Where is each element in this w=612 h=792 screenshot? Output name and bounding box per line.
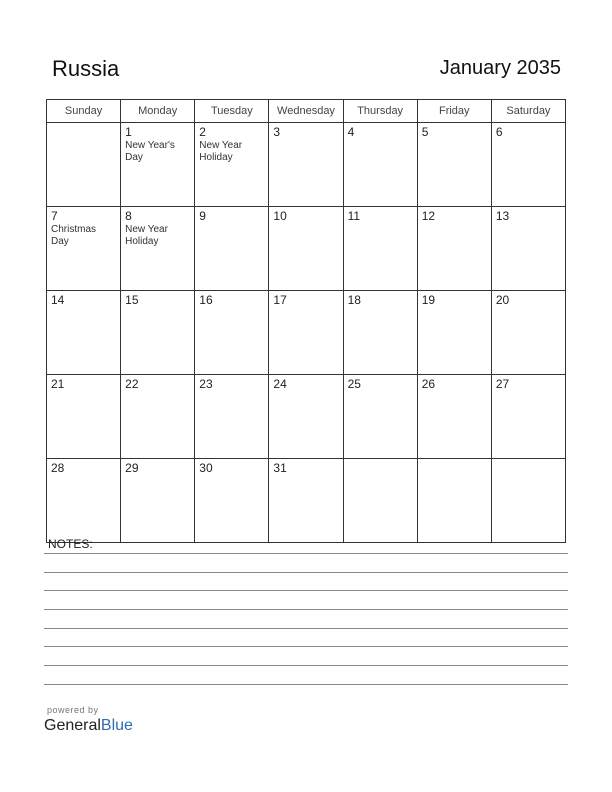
day-number: 13: [495, 209, 510, 223]
day-number: 28: [51, 461, 65, 475]
week-row: [47, 375, 566, 459]
day-cell: [491, 459, 565, 543]
day-cell: [195, 123, 269, 207]
brand-blue: Blue: [100, 717, 133, 734]
day-cell: [47, 459, 121, 543]
day-number: 26: [421, 377, 436, 391]
day-number: 1: [125, 125, 132, 139]
notes-line: [44, 590, 568, 591]
day-number: 20: [495, 293, 510, 307]
day-number: 29: [125, 461, 139, 475]
day-cell: [491, 375, 565, 459]
day-number: 16: [199, 293, 213, 307]
day-number: 22: [125, 377, 139, 391]
day-cell: [47, 291, 121, 375]
powered-by-text: powered by: [47, 705, 99, 715]
holiday-label: New Year Holiday: [199, 140, 243, 163]
day-cell: [47, 123, 121, 207]
day-number: 5: [421, 125, 429, 139]
notes-line: [44, 665, 568, 666]
day-cell: [121, 459, 195, 543]
weekday-thursday: Thursday: [343, 100, 417, 123]
generalblue-logo[interactable]: [44, 717, 133, 735]
day-cell: [491, 291, 565, 375]
holiday-label: New Year Holiday: [125, 224, 168, 247]
day-cell: [417, 123, 491, 207]
day-cell: [195, 459, 269, 543]
day-number: 25: [347, 377, 361, 391]
day-number: 2: [199, 125, 206, 139]
day-number: 18: [347, 293, 361, 307]
day-cell: [491, 123, 565, 207]
week-row: [47, 123, 566, 207]
day-number: 15: [125, 293, 139, 307]
day-cell: [195, 207, 269, 291]
day-number: 12: [421, 209, 436, 223]
notes-line: [44, 609, 568, 610]
weekday-header-row: [47, 100, 566, 123]
day-cell: [47, 207, 121, 291]
day-cell: [343, 123, 417, 207]
day-cell: [121, 291, 195, 375]
day-cell: [417, 459, 491, 543]
day-cell: [47, 375, 121, 459]
day-number: 11: [347, 209, 361, 223]
calendar-grid: [46, 99, 566, 543]
day-number: 23: [199, 377, 213, 391]
day-cell: [269, 207, 343, 291]
holiday-label: Christmas Day: [51, 224, 97, 247]
day-cell: [417, 207, 491, 291]
day-number: 6: [495, 125, 503, 139]
day-number: 4: [347, 125, 355, 139]
day-number: 30: [199, 461, 213, 475]
day-number: 9: [199, 209, 206, 223]
notes-line: [44, 684, 568, 685]
day-number: 7: [51, 209, 58, 223]
day-number: 3: [273, 125, 281, 139]
weekday-monday: Monday: [121, 100, 195, 123]
day-number: 31: [273, 461, 287, 475]
day-number: 24: [273, 377, 287, 391]
day-number: 19: [421, 293, 436, 307]
day-cell: [491, 207, 565, 291]
day-cell: [269, 375, 343, 459]
weekday-wednesday: Wednesday: [269, 100, 343, 123]
day-number: 10: [273, 209, 287, 223]
week-row: [47, 207, 566, 291]
notes-line: [44, 572, 568, 573]
day-cell: [195, 291, 269, 375]
weekday-tuesday: Tuesday: [195, 100, 269, 123]
notes-line: [44, 553, 568, 554]
week-row: [47, 291, 566, 375]
day-cell: [121, 207, 195, 291]
calendar-country: Russia: [52, 56, 120, 81]
day-cell: [343, 459, 417, 543]
day-number: 27: [495, 377, 510, 391]
day-number: 14: [51, 293, 65, 307]
day-number: 21: [51, 377, 65, 391]
notes-label: NOTES:: [48, 537, 93, 551]
weekday-saturday: Saturday: [491, 100, 565, 123]
calendar-month: January 2035: [439, 57, 561, 79]
day-number: 17: [273, 293, 287, 307]
holiday-label: New Year's Day: [125, 140, 175, 163]
day-cell: [269, 123, 343, 207]
brand-general: General: [44, 717, 101, 734]
day-cell: [343, 291, 417, 375]
day-cell: [195, 375, 269, 459]
day-cell: [121, 375, 195, 459]
day-cell: [417, 291, 491, 375]
weekday-friday: Friday: [417, 100, 491, 123]
day-cell: [343, 207, 417, 291]
notes-line: [44, 646, 568, 647]
day-cell: [269, 291, 343, 375]
day-cell: [121, 123, 195, 207]
weekday-sunday: Sunday: [47, 100, 121, 123]
day-cell: [417, 375, 491, 459]
notes-line: [44, 628, 568, 629]
day-cell: [343, 375, 417, 459]
day-cell: [269, 459, 343, 543]
week-row: [47, 459, 566, 543]
day-number: 8: [125, 209, 132, 223]
